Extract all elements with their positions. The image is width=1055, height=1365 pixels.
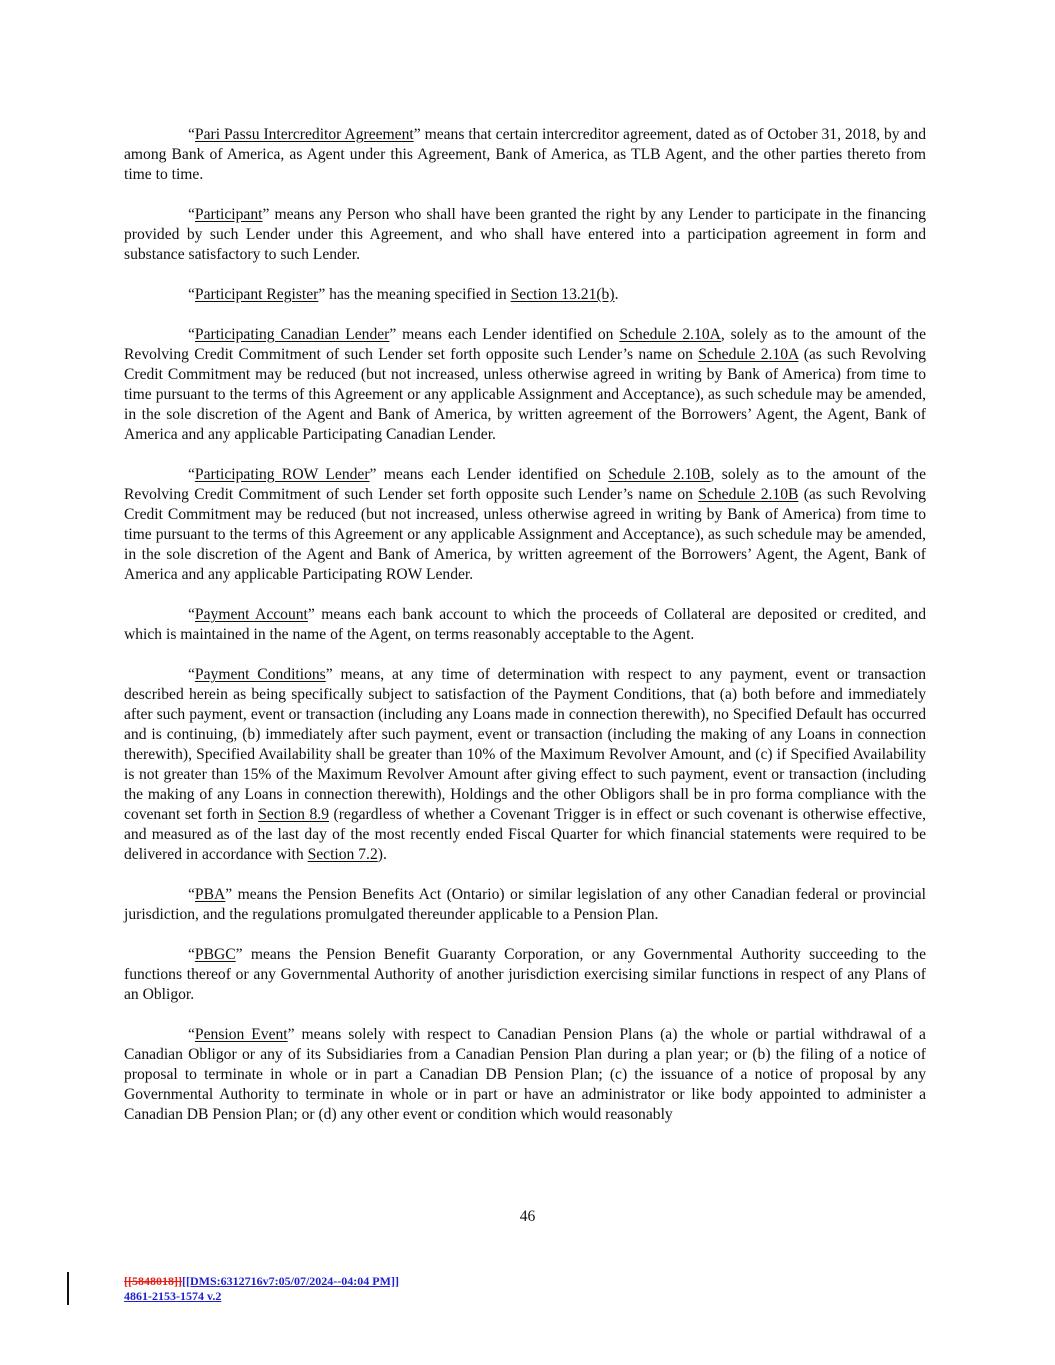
- page-number: 46: [519, 1208, 536, 1225]
- definition-text: (as such Revolving Credit Commitment may be reduced (but not increased, unless otherwise agreed in writing by Bank of America) from time to time pursuant to the terms of this Agreement or any applicable Assignment and Acceptance), as such schedule may be amended, in the sole discretion of the Agent and Bank of America, by written agreement of the Borrowers’ Agent, the Agent, Bank of America and any applicable Participating ROW Lender.: [124, 486, 927, 583]
- definition-pari-passu-intercreditor-agreement: “Pari Passu Intercreditor Agreement” means that certain intercreditor agreement, dated as of October 31, 2018, by and among Bank of America, as Agent under this Agreement, Bank of America, as TLB Agent, and the other parties thereto from time to time.: [124, 126, 926, 183]
- definition-participant-register: “Participant Register” has the meaning specified in Section 13.21(b).: [188, 286, 619, 303]
- definition-text: ” means any Person who shall have been granted the right by any Lender to participate in the financing provided by such Lender under this Agreement, and who shall have entered into a participation agreement in form and substance satisfactory to such Lender.: [124, 206, 926, 263]
- definition-text: (regardless of whether a Covenant Trigger is in effect or such covenant is otherwise effective, and measured as of the last day of the most recently ended Fiscal Quarter for which financial statements were required to be delivered in accordance with: [124, 806, 926, 863]
- defined-term: Pari Passu Intercreditor Agreement: [194, 126, 414, 143]
- defined-term: Participant Register: [194, 286, 319, 303]
- definition-participating-canadian-lender: “Participating Canadian Lender” means each Lender identified on Schedule 2.10A, solely as to the amount of the Revolving Credit Commitment of such Lender set forth opposite such Lender’s name on Schedule 2.10A (as such Revolving Credit Commitment may be reduced (but not increased, unless otherwise agreed in writing by Bank of America) from time to time pursuant to the terms of this Agreement or any applicable Assignment and Acceptance), as such schedule may be amended, in the sole discretion of the Agent and Bank of America, by written agreement of the Borrowers’ Agent, the Agent, Bank of America and any applicable Participating Canadian Lender.: [124, 326, 927, 443]
- definition-participant: “Participant” means any Person who shall have been granted the right by any Lender to participate in the financing provided by such Lender under this Agreement, and who shall have entered into a participation agreement in form and substance satisfactory to such Lender.: [124, 206, 926, 263]
- definition-text: ” means, at any time of determination with respect to any payment, event or transaction described herein as being specifically subject to satisfaction of the Payment Conditions, that (a) both before and immediately after such payment, event or transaction (including any Loans made in connection therewith), no Specified Default has occurred and is continuing, (b) immediately after such payment, event or transaction (including the making of any Loans in connection therewith), Specified Availability shall be greater than 10% of the Maximum Revolver Amount, and (c) if Specified Availability is not greater than 15% of the Maximum Revolver Amount after giving effect to such payment, event or transaction (including the making of any Loans in connection therewith), Holdings and the other Obligors shall be in pro forma compliance with the covenant set forth in: [124, 666, 926, 823]
- defined-term: PBA: [194, 886, 226, 903]
- definition-text: ” has the meaning specified in: [318, 286, 511, 303]
- defined-term: PBGC: [194, 946, 236, 963]
- deleted-doc-id: [[5848018]]: [124, 1274, 182, 1288]
- definition-participating-row-lender: “Participating ROW Lender” means each Lender identified on Schedule 2.10B, solely as to the amount of the Revolving Credit Commitment of such Lender set forth opposite such Lender’s name on Schedule 2.10B (as such Revolving Credit Commitment may be reduced (but not increased, unless otherwise agreed in writing by Bank of America) from time to time pursuant to the terms of this Agreement or any applicable Assignment and Acceptance), as such schedule may be amended, in the sole discretion of the Agent and Bank of America, by written agreement of the Borrowers’ Agent, the Agent, Bank of America and any applicable Participating ROW Lender.: [124, 466, 927, 583]
- inserted-doc-id: [[DMS:6312716v7:05/07/2024--04:04 PM]]: [181, 1274, 399, 1288]
- footer-id-line: [124, 1274, 399, 1289]
- defined-term: Payment Conditions: [194, 666, 326, 683]
- definition-text: .: [614, 286, 619, 303]
- definition-text: ” means that certain intercreditor agreement, dated as of October 31, 2018, by and among Bank of America, as Agent under this Agreement, Bank of America, as TLB Agent, and the other parties thereto from time to time.: [124, 126, 926, 183]
- definition-pbgc: “PBGC” means the Pension Benefit Guaranty Corporation, or any Governmental Authority succeeding to the functions thereof or any Governmental Authority of another jurisdiction exercising similar functions in respect of any Plans of an Obligor.: [124, 946, 926, 1003]
- defined-term: Participant: [194, 206, 263, 223]
- definitions-body: [124, 125, 926, 1125]
- definition-pension-event: “Pension Event” means solely with respect to Canadian Pension Plans (a) the whole or partial withdrawal of a Canadian Obligor or any of its Subsidiaries from a Canadian Pension Plan during a plan year; or (b) the filing of a notice of proposal to terminate in whole or in part a Canadian DB Pension Plan; (c) the issuance of a notice of proposal by any Governmental Authority to terminate in whole or in part or have an administrator or like body appointed to administer a Canadian DB Pension Plan; or (d) any other event or condition which would reasonably: [124, 1026, 926, 1123]
- cross-reference: Section 13.21(b): [510, 286, 615, 303]
- definition-text: ” means the Pension Benefits Act (Ontario) or similar legislation of any other Canadian federal or provincial jurisdiction, and the regulations promulgated thereunder applicable to a Pension Plan.: [124, 886, 926, 923]
- definition-text: ” means the Pension Benefit Guaranty Corporation, or any Governmental Authority succeeding to the functions thereof or any Governmental Authority of another jurisdiction exercising similar functions in respect of any Plans of an Obligor.: [124, 946, 926, 1003]
- change-bar: [67, 1272, 69, 1305]
- definition-text: ” means each bank account to which the proceeds of Collateral are deposited or credited, and which is maintained in the name of the Agent, on terms reasonably acceptable to the Agent.: [124, 606, 926, 643]
- document-footer: [124, 1274, 399, 1304]
- footer-doc-number: 4861-2153-1574 v.2: [124, 1289, 222, 1303]
- definition-payment-conditions: “Payment Conditions” means, at any time of determination with respect to any payment, event or transaction described herein as being specifically subject to satisfaction of the Payment Conditions, that (a) both before and immediately after such payment, event or transaction (including any Loans made in connection therewith), no Specified Default has occurred and is continuing, (b) immediately after such payment, event or transaction (including the making of any Loans in connection therewith), Specified Availability shall be greater than 10% of the Maximum Revolver Amount, and (c) if Specified Availability is not greater than 15% of the Maximum Revolver Amount after giving effect to such payment, event or transaction (including the making of any Loans in connection therewith), Holdings and the other Obligors shall be in pro forma compliance with the covenant set forth in Section 8.9 (regardless of whether a Covenant Trigger is in effect or such covenant is otherwise effective, and measured as of the last day of the most recently ended Fiscal Quarter for which financial statements were required to be delivered in accordance with Section 7.2).: [124, 666, 926, 863]
- definition-text: , solely as to the amount of the Revolving Credit Commitment of such Lender set forth opposite such Lender’s name on: [124, 326, 927, 363]
- cross-reference: Schedule 2.10B: [608, 466, 711, 483]
- defined-term: Payment Account: [194, 606, 308, 623]
- definition-text: ” means each Lender identified on: [389, 326, 620, 343]
- definition-text: ” means each Lender identified on: [369, 466, 609, 483]
- definition-text: ).: [377, 846, 387, 863]
- definition-pba: “PBA” means the Pension Benefits Act (Ontario) or similar legislation of any other Canadian federal or provincial jurisdiction, and the regulations promulgated thereunder applicable to a Pension Plan.: [124, 886, 926, 923]
- definition-text: ” means solely with respect to Canadian Pension Plans (a) the whole or partial withdrawal of a Canadian Obligor or any of its Subsidiaries from a Canadian Pension Plan during a plan year; or (b) the filing of a notice of proposal to terminate in whole or in part a Canadian DB Pension Plan; (c) the issuance of a notice of proposal by any Governmental Authority to terminate in whole or in part or have an administrator or like body appointed to administer a Canadian DB Pension Plan; or (d) any other event or condition which would reasonably: [124, 1026, 926, 1123]
- cross-reference: Schedule 2.10B: [698, 486, 799, 503]
- definition-text: , solely as to the amount of the Revolving Credit Commitment of such Lender set forth opposite such Lender’s name on: [124, 466, 927, 503]
- defined-term: Participating ROW Lender: [194, 466, 370, 483]
- cross-reference: Section 7.2: [307, 846, 378, 863]
- cross-reference: Section 8.9: [258, 806, 329, 823]
- definition-payment-account: “Payment Account” means each bank account to which the proceeds of Collateral are deposited or credited, and which is maintained in the name of the Agent, on terms reasonably acceptable to the Agent.: [124, 606, 926, 643]
- cross-reference: Schedule 2.10A: [619, 326, 721, 343]
- cross-reference: Schedule 2.10A: [698, 346, 799, 363]
- defined-term: Pension Event: [194, 1026, 288, 1043]
- defined-term: Participating Canadian Lender: [194, 326, 390, 343]
- definition-text: (as such Revolving Credit Commitment may be reduced (but not increased, unless otherwise agreed in writing by Bank of America) from time to time pursuant to the terms of this Agreement or any applicable Assignment and Acceptance), as such schedule may be amended, in the sole discretion of the Agent and Bank of America, by written agreement of the Borrowers’ Agent, the Agent, Bank of America and any applicable Participating Canadian Lender.: [124, 346, 927, 443]
